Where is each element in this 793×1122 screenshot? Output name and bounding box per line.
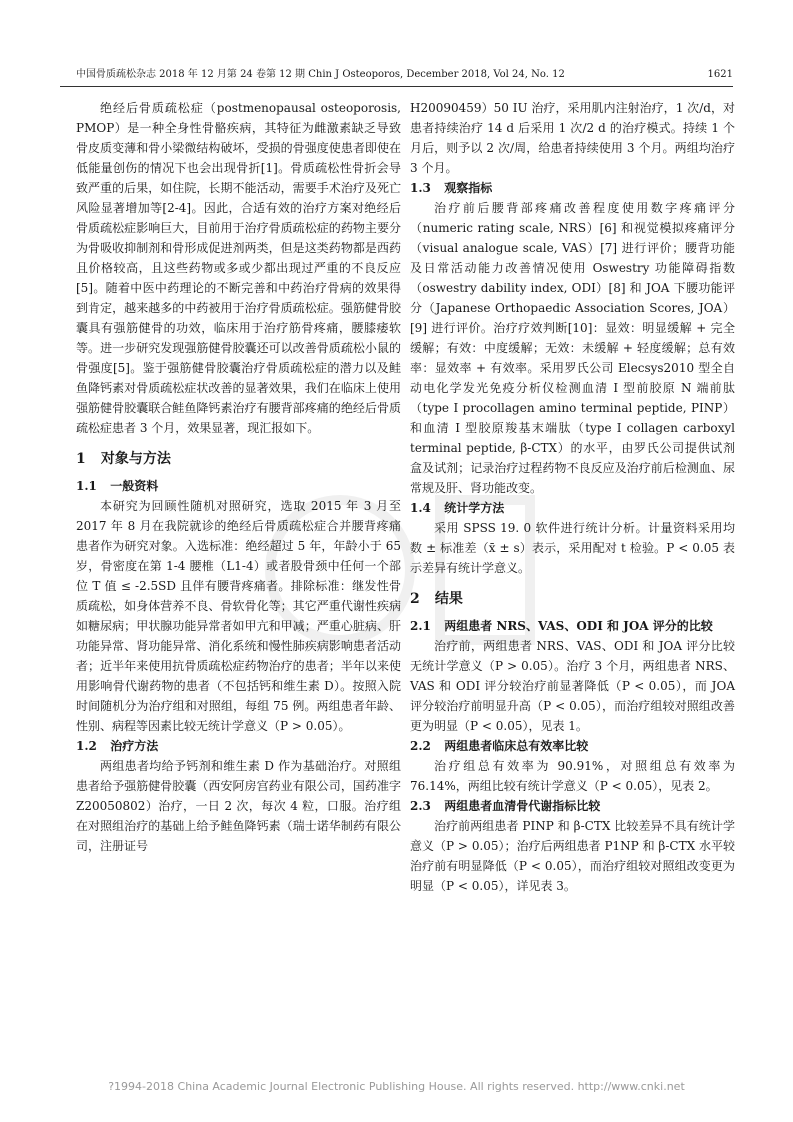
- body-paragraph: 采用 SPSS 19. 0 软件进行统计分析。计量资料采用均数 ± 标准差（x̄ ± s）表示，采用配对 t 检验。P < 0.05 表示差异有统计学意义。: [410, 521, 735, 575]
- subsection-heading: [410, 498, 735, 518]
- subsection-heading: [410, 178, 735, 198]
- body-paragraph: 治疗前两组患者 PINP 和 β-CTX 比较差异不具有统计学意义（P > 0.05）；治疗后两组患者 P1NP 和 β-CTX 水平较治疗前有明显降低（P < 0.05），而治疗组较对照组改变更为明显（P < 0.05），详见表 3。: [410, 819, 735, 893]
- subsection-number: 1.2: [76, 739, 97, 753]
- body-paragraph: 两组患者均给予钙剂和维生素 D 作为基础治疗。对照组患者给予强筋健骨胶囊（西安阿房宫药业有限公司，国药准字 Z20050802）治疗，一日 2 次，每次 4 粒，口服。治疗组在对照组治疗的基础上给予鲑鱼降钙素（瑞士诺华制药有限公司，注册证号: [76, 759, 401, 853]
- subsection-title: 治疗方法: [110, 739, 159, 753]
- section-title: 对象与方法: [100, 451, 171, 467]
- body-paragraph: 本研究为回顾性随机对照研究，选取 2015 年 3 月至 2017 年 8 月在我院就诊的绝经后骨质疏松症合并腰背疼痛患者作为研究对象。入选标准：绝经超过 5 年，年龄小于 65 岁，骨密度在第 1-4 腰椎（L1-4）或者股骨颈中任何一个部位 T 值 ≤ -2.5SD 且伴有腰背疼痛者。排除标准：继发性骨质疏松，如身体营养不良、骨软骨化等；其它严重代谢性疾病如糖尿病；甲状腺功能异常者如甲亢和甲减；严重心脏病、肝功能异常、肾功能异常、消化系统和慢性肺疾病影响患者活动者；近半年来使用抗骨质疏松症药物治疗的患者；半年以来使用影响骨代谢药物的患者（不包括钙和维生素 D）。按照入院时间随机分为治疗组和对照组，每组 75 例。两组患者年龄、性别、病程等因素比较无统计学意义（P > 0.05）。: [76, 499, 401, 733]
- subsection-heading: [76, 736, 401, 756]
- subsection-title: 一般资料: [110, 479, 159, 493]
- journal-citation: 中国骨质疏松杂志 2018 年 12 月第 24 卷第 12 期 Chin J Osteoporos, December 2018, Vol 24, No. 12: [76, 69, 565, 80]
- right-column: [410, 98, 735, 896]
- running-header: [60, 66, 733, 84]
- subsection-title: 两组患者血清骨代谢指标比较: [444, 799, 601, 813]
- subsection-heading: [76, 476, 401, 496]
- subsection-number: 1.4: [410, 501, 431, 515]
- subsection-number: 2.2: [410, 739, 431, 753]
- body-paragraph-continued: H20090459）50 IU 治疗，采用肌内注射治疗，1 次/d，对患者持续治疗 14 d 后采用 1 次/2 d 的治疗模式。持续 1 个月后，则予以 2 次/周，给患者持续使用 3 个月。两组均治疗 3 个月。: [410, 101, 735, 175]
- page-number: 1621: [707, 69, 733, 80]
- section-number: 1: [76, 451, 86, 467]
- body-paragraph: 治疗前后腰背部疼痛改善程度使用数字疼痛评分（numeric rating scale, NRS）[6] 和视觉模拟疼痛评分（visual analogue scale, VAS）[7] 进行评价；腰背功能及日常活动能力改善情况使用 Oswestry 功能障碍指数（oswestry dability index, ODI）[8] 和 JOA 下腰功能评分（Japanese Orthopaedic Association Scores, JOA）[9] 进行评价。治疗疗效判断[10]：显效：明显缓解 + 完全缓解；有效：中度缓解；无效：未缓解 + 轻度缓解；总有效率：显效率 + 有效率。采用罗氏公司 Elecsys2010 型全自动电化学发光免疫分析仪检测血清 I 型前胶原 N 端前肽（type I procollagen amino terminal peptide, PINP）和血清 I 型胶原羧基末端肽（type I collagen carboxyl terminal peptide, β-CTX）的水平，由罗氏公司提供试剂盒及试剂；记录治疗过程药物不良反应及治疗前后检测血、尿常规及肝、肾功能改变。: [410, 201, 735, 495]
- subsection-number: 1.1: [76, 479, 97, 493]
- subsection-number: 2.1: [410, 619, 431, 633]
- header-rule: [60, 86, 733, 87]
- section-title: 结果: [434, 591, 463, 607]
- section-heading: [76, 448, 401, 470]
- subsection-heading: [410, 796, 735, 816]
- subsection-title: 统计学方法: [444, 501, 505, 515]
- body-paragraph: 治疗组总有效率为 90.91%，对照组总有效率为 76.14%，两组比较有统计学意义（P < 0.05），见表 2。: [410, 759, 735, 793]
- section-heading: [410, 588, 735, 610]
- subsection-heading: [410, 736, 735, 756]
- section-number: 2: [410, 591, 420, 607]
- subsection-title: 观察指标: [444, 181, 493, 195]
- body-paragraph: 治疗前，两组患者 NRS、VAS、ODI 和 JOA 评分比较无统计学意义（P > 0.05）。治疗 3 个月，两组患者 NRS、VAS 和 ODI 评分较治疗前显著降低（P < 0.05），而 JOA 评分较治疗前明显升高（P < 0.05），而治疗组较对照组改善更为明显（P < 0.05），见表 1。: [410, 639, 735, 733]
- subsection-heading: [410, 616, 735, 636]
- copyright-footer: ?1994-2018 China Academic Journal Electronic Publishing House. All rights reserved. http://www.cnki.net: [108, 1080, 685, 1093]
- intro-paragraph: 绝经后骨质疏松症（postmenopausal osteoporosis, PMOP）是一种全身性骨骼疾病，其特征为雌激素缺乏导致骨皮质变薄和骨小梁微结构破坏，受损的骨强度使患者即使在低能量创伤的情况下也会出现骨折[1]。骨质疏松性骨折会导致严重的后果，如住院，长期不能活动，需要手术治疗及死亡风险显著增加等[2-4]。因此，合适有效的治疗方案对绝经后骨质疏松症影响巨大，目前用于治疗骨质疏松症的药物主要分为骨吸收抑制剂和骨形成促进剂两类，但是这类药物都是西药且价格较高，且这些药物或多或少都出现过严重的不良反应[5]。随着中医中药理论的不断完善和中药治疗骨病的效果得到肯定，越来越多的中药被用于治疗骨质疏松症。强筋健骨胶囊具有强筋健骨的功效，临床用于治疗筋骨疼痛，腰膝痿软等。进一步研究发现强筋健骨胶囊还可以改善骨质疏松小鼠的骨强度[5]。鉴于强筋健骨胶囊治疗骨质疏松症的潜力以及鲑鱼降钙素对骨质疏松症状改善的显著效果，我们在临床上使用强筋健骨胶囊联合鲑鱼降钙素治疗有腰背部疼痛的绝经后骨质疏松症患者 3 个月，效果显著，现汇报如下。: [76, 101, 401, 435]
- subsection-number: 2.3: [410, 799, 431, 813]
- subsection-number: 1.3: [410, 181, 431, 195]
- subsection-title: 两组患者 NRS、VAS、ODI 和 JOA 评分的比较: [444, 619, 713, 633]
- subsection-title: 两组患者临床总有效率比较: [444, 739, 589, 753]
- left-column: [76, 98, 401, 856]
